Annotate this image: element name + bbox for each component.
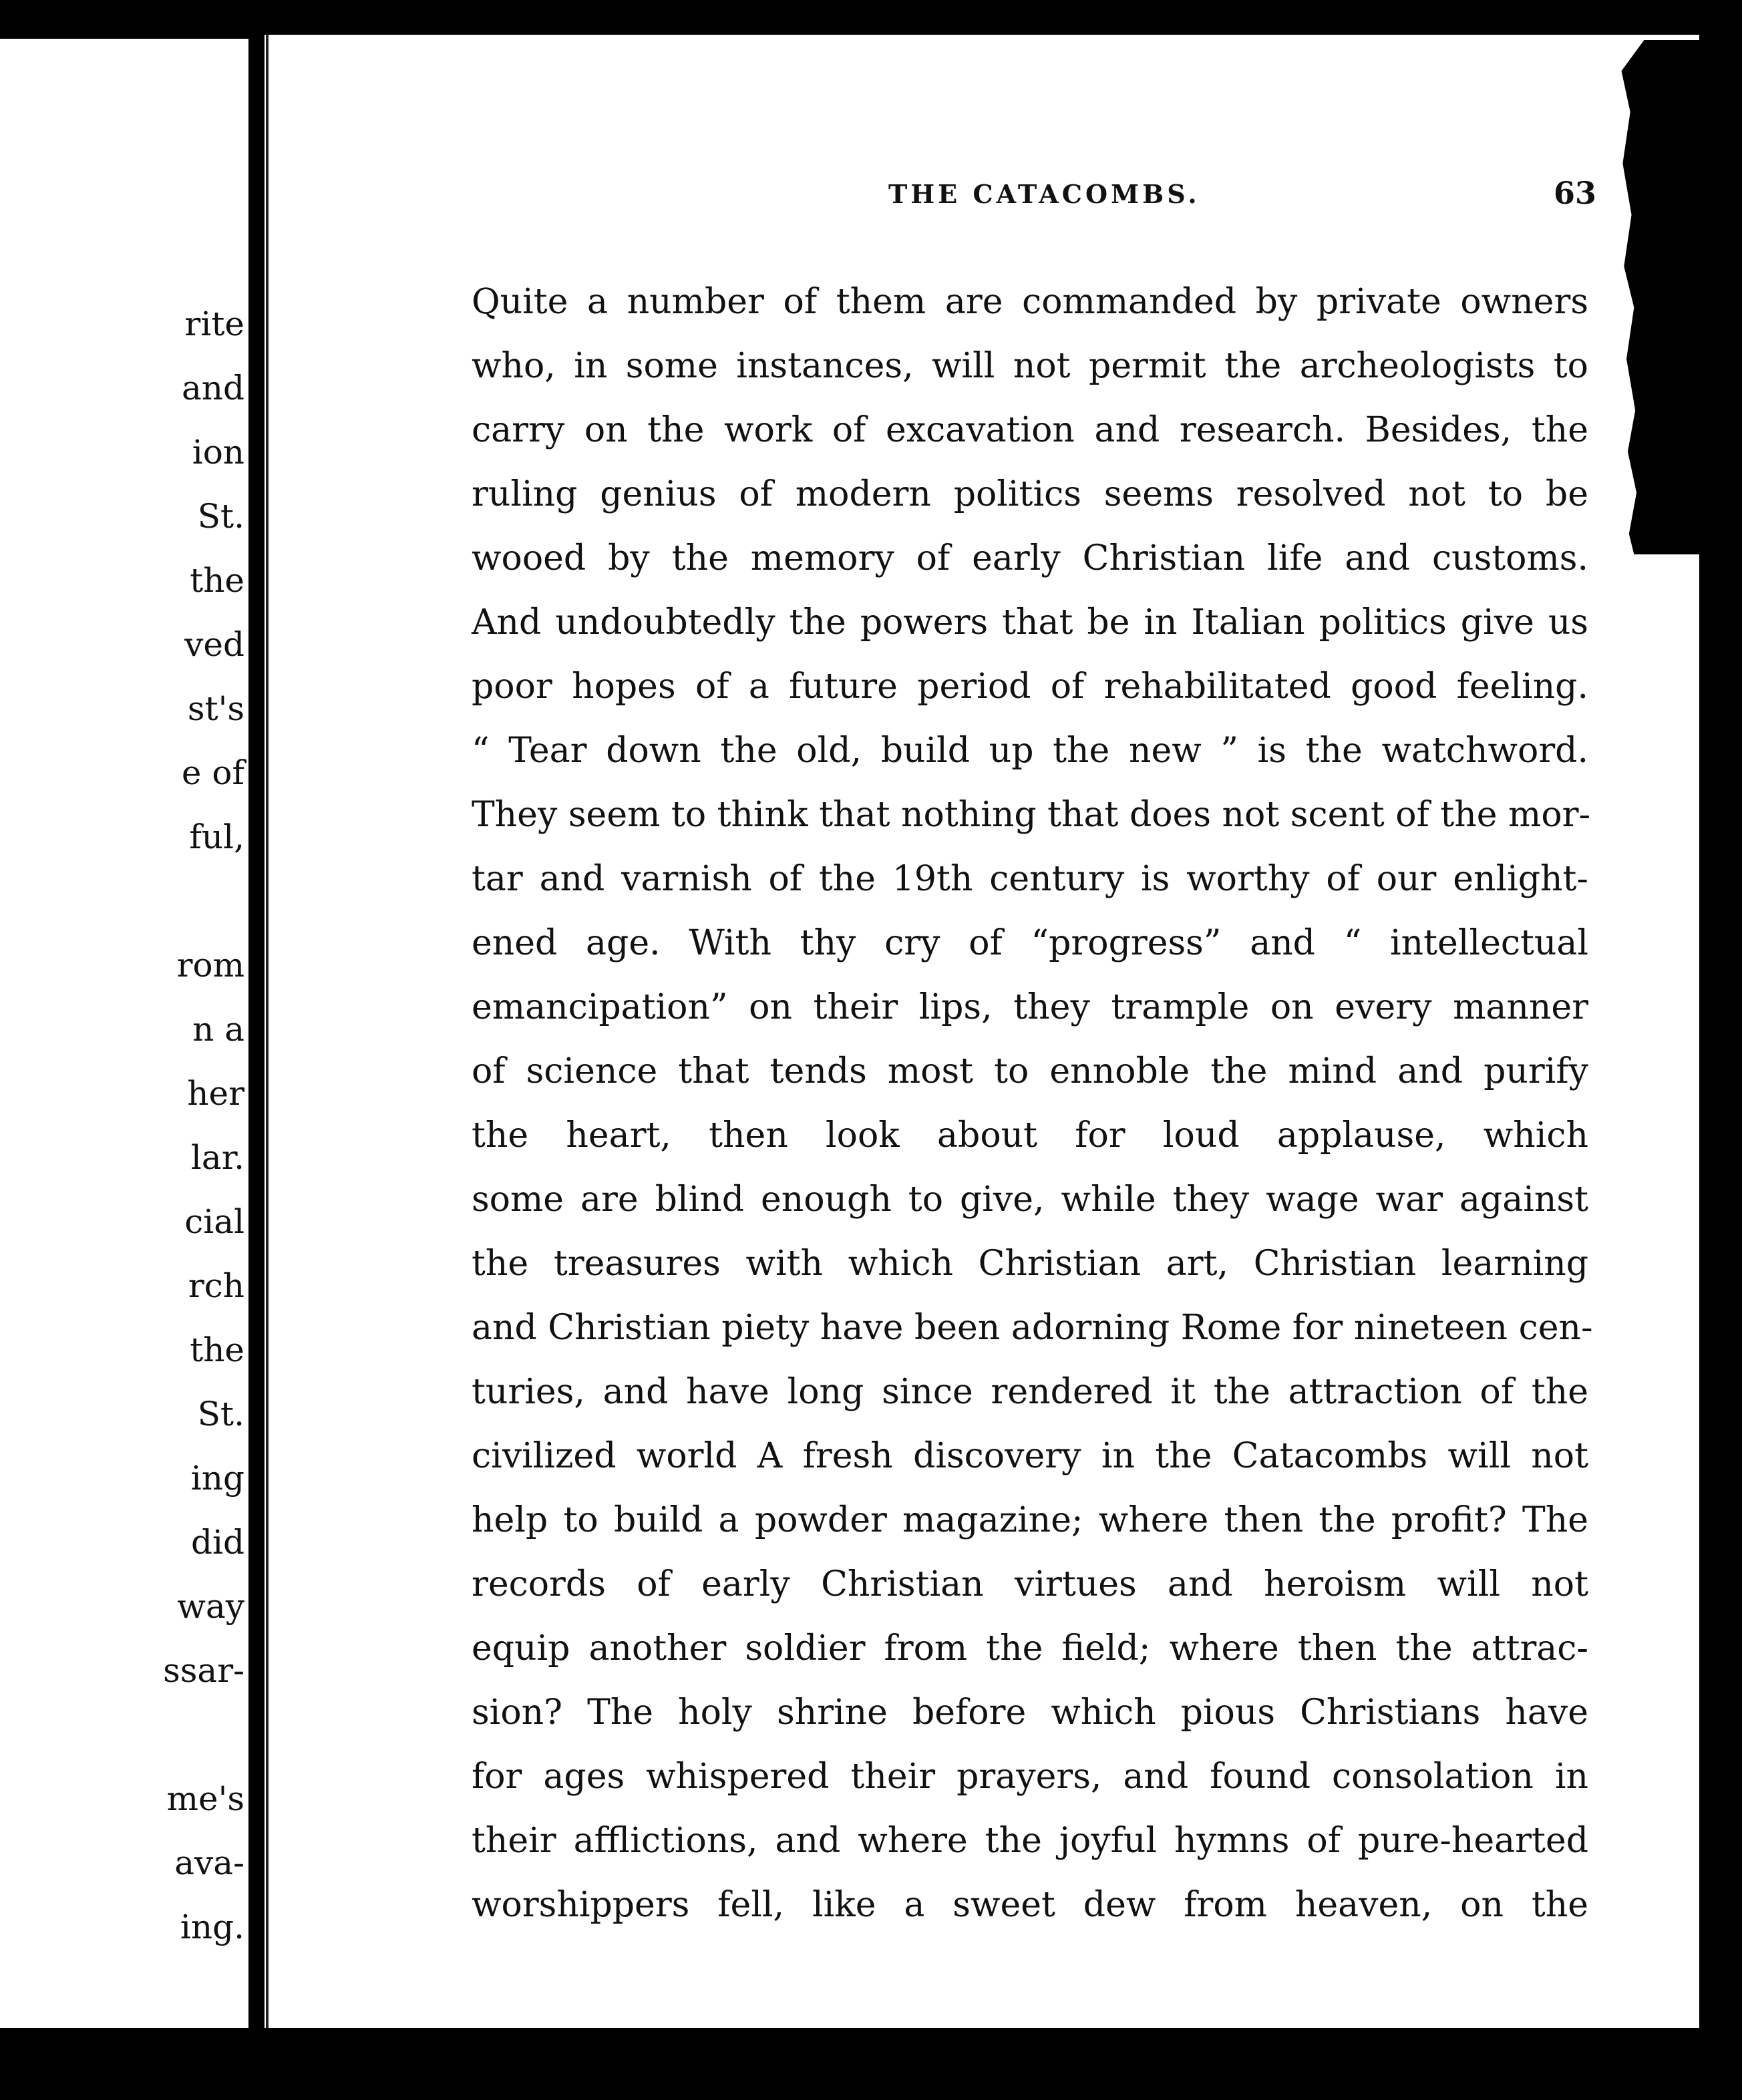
left-page-fragment: St.	[197, 1395, 244, 1433]
body-text-line: of science that tends most to ennoble the mind and purify	[472, 1051, 1588, 1091]
left-page-fragment: the	[190, 1331, 244, 1369]
body-text-line: the treasures with which Christian art, Christian learning	[472, 1244, 1588, 1284]
left-page-fragment: ing	[190, 1459, 244, 1498]
book-gutter	[248, 0, 265, 2100]
body-text-line: emancipation” on their lips, they trample on every manner	[472, 987, 1588, 1027]
body-text-line: the heart, then look about for loud applause, which	[472, 1115, 1588, 1156]
running-head: THE CATACOMBS.	[888, 179, 1200, 209]
left-page-fragment: her	[187, 1074, 244, 1113]
left-page-fragment: ava-	[174, 1844, 244, 1882]
body-text-line: carry on the work of excavation and research. Besides, the	[472, 410, 1588, 450]
body-text-line: “ Tear down the old, build up the new ” is the watchword.	[472, 731, 1588, 771]
left-facing-page	[0, 39, 248, 2029]
body-text-line: civilized world A fresh discovery in the Catacombs will not	[472, 1436, 1588, 1476]
page-edge-line	[266, 35, 269, 2028]
left-page-fragment: St.	[197, 497, 244, 536]
body-text-line: records of early Christian virtues and heroism will not	[472, 1564, 1588, 1604]
left-page-fragment: ved	[184, 625, 244, 664]
left-page-fragment: rite	[184, 305, 244, 343]
body-text-line: tar and varnish of the 19th century is worthy of our enlight-	[472, 859, 1588, 899]
left-page-fragment: me's	[166, 1779, 244, 1818]
body-text-line: for ages whispered their prayers, and found consolation in	[472, 1757, 1588, 1797]
body-text-line: They seem to think that nothing that does not scent of the mor-	[472, 795, 1591, 835]
body-text-line: poor hopes of a future period of rehabilitated good feeling.	[472, 667, 1588, 707]
body-text-line: equip another soldier from the field; where then the attrac-	[472, 1628, 1588, 1669]
body-text-line: who, in some instances, will not permit the archeologists to	[472, 346, 1588, 386]
body-text-line: and Christian piety have been adorning Rome for nineteen cen-	[472, 1308, 1593, 1348]
left-page-fragment: ssar-	[163, 1651, 244, 1690]
left-page-fragment: did	[190, 1523, 244, 1562]
body-text-line: their afflictions, and where the joyful hymns of pure-hearted	[472, 1821, 1588, 1861]
body-text-line: Quite a number of them are commanded by private owners	[472, 282, 1588, 322]
left-page-fragment: ful,	[189, 818, 244, 856]
left-page-fragment: st's	[187, 689, 244, 728]
left-page-fragment: rom	[176, 946, 244, 985]
left-page-fragment: the	[190, 561, 244, 600]
body-text-line: wooed by the memory of early Christian life and customs.	[472, 538, 1588, 578]
left-page-fragment: n a	[192, 1010, 244, 1049]
left-page-fragment: rch	[188, 1266, 244, 1305]
left-page-fragment: and	[181, 369, 244, 407]
body-text-line: worshippers fell, like a sweet dew from heaven, on the	[472, 1885, 1588, 1925]
scan-bottom-border	[0, 2028, 1742, 2100]
torn-page-edge	[1616, 40, 1742, 554]
scan-right-border	[1699, 548, 1742, 2100]
page-number: 63	[1554, 175, 1597, 211]
body-text-line: turies, and have long since rendered it the attraction of the	[472, 1372, 1588, 1412]
left-page-fragment: way	[177, 1587, 244, 1626]
left-page-fragment: lar.	[190, 1138, 244, 1177]
body-text-line: ened age. With thy cry of “progress” and “ intellectual	[472, 923, 1588, 963]
left-page-fragment: cial	[184, 1202, 244, 1241]
body-text-line: ruling genius of modern politics seems resolved not to be	[472, 474, 1588, 514]
left-page-fragment: ion	[192, 433, 244, 472]
body-text-line: help to build a powder magazine; where then the profit? The	[472, 1500, 1588, 1540]
left-page-fragment: e of	[181, 753, 244, 792]
left-page-fragment: ing.	[180, 1908, 244, 1946]
body-text-line: some are blind enough to give, while they wage war against	[472, 1180, 1588, 1220]
body-text-line: And undoubtedly the powers that be in Italian politics give us	[472, 602, 1588, 643]
body-text-line: sion? The holy shrine before which pious Christians have	[472, 1693, 1588, 1733]
